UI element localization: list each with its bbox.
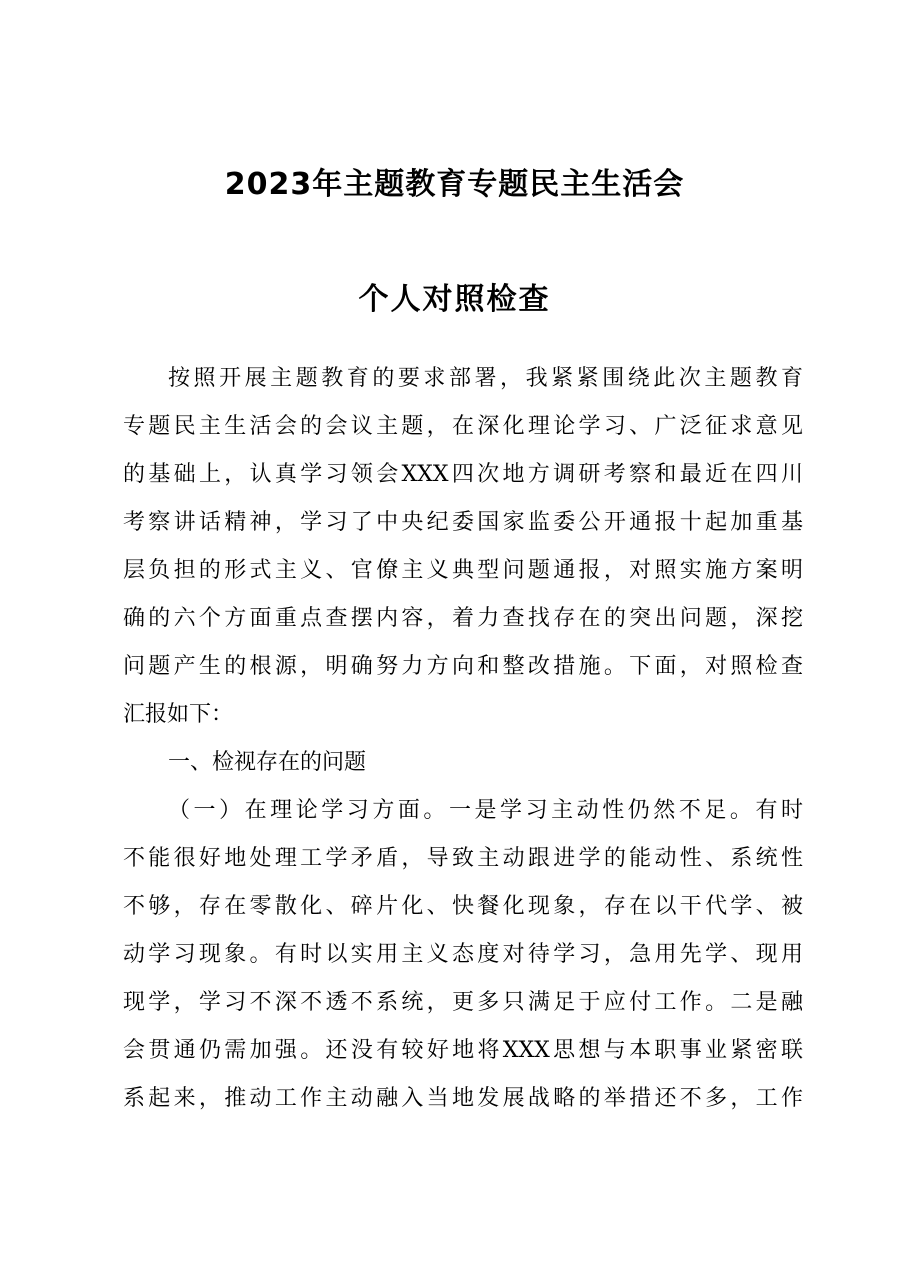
document-body [123, 355, 803, 1123]
paragraph-line: 现学，学习不深不透不系统，更多只满足于应付工作。二是融 [123, 990, 803, 1015]
paragraph-line: 动学习现象。有时以实用主义态度对待学习，急用先学、现用 [123, 942, 803, 967]
document-subtitle: 个人对照检查 [358, 282, 551, 317]
paragraph-line: 层负担的形式主义、官僚主义典型问题通报，对照实施方案明 [123, 558, 803, 583]
paragraph-line: 会贯通仍需加强。还没有较好地将XXX思想与本职事业紧密联 [123, 1038, 803, 1063]
paragraph-line: 考察讲话精神，学习了中央纪委国家监委公开通报十起加重基 [123, 510, 803, 535]
section-heading: 一、检视存在的问题 [168, 750, 367, 775]
document-title: 2023年主题教育专题民主生活会 [224, 167, 685, 202]
paragraph-line: （一）在理论学习方面。一是学习主动性仍然不足。有时 [168, 798, 803, 823]
paragraph-line: 系起来，推动工作主动融入当地发展战略的举措还不多，工作 [123, 1086, 803, 1111]
paragraph-line: 不够，存在零散化、碎片化、快餐化现象，存在以干代学、被 [123, 894, 803, 919]
paragraph-line: 汇报如下： [123, 702, 234, 727]
paragraph-line: 按照开展主题教育的要求部署，我紧紧围绕此次主题教育 [168, 366, 803, 391]
paragraph-line: 问题产生的根源，明确努力方向和整改措施。下面，对照检查 [123, 654, 803, 679]
paragraph-line: 的基础上，认真学习领会XXX四次地方调研考察和最近在四川 [123, 462, 803, 487]
paragraph-line: 确的六个方面重点查摆内容，着力查找存在的突出问题，深挖 [123, 606, 803, 631]
paragraph-line: 不能很好地处理工学矛盾，导致主动跟进学的能动性、系统性 [123, 846, 803, 871]
paragraph-line: 专题民主生活会的会议主题，在深化理论学习、广泛征求意见 [123, 414, 803, 439]
